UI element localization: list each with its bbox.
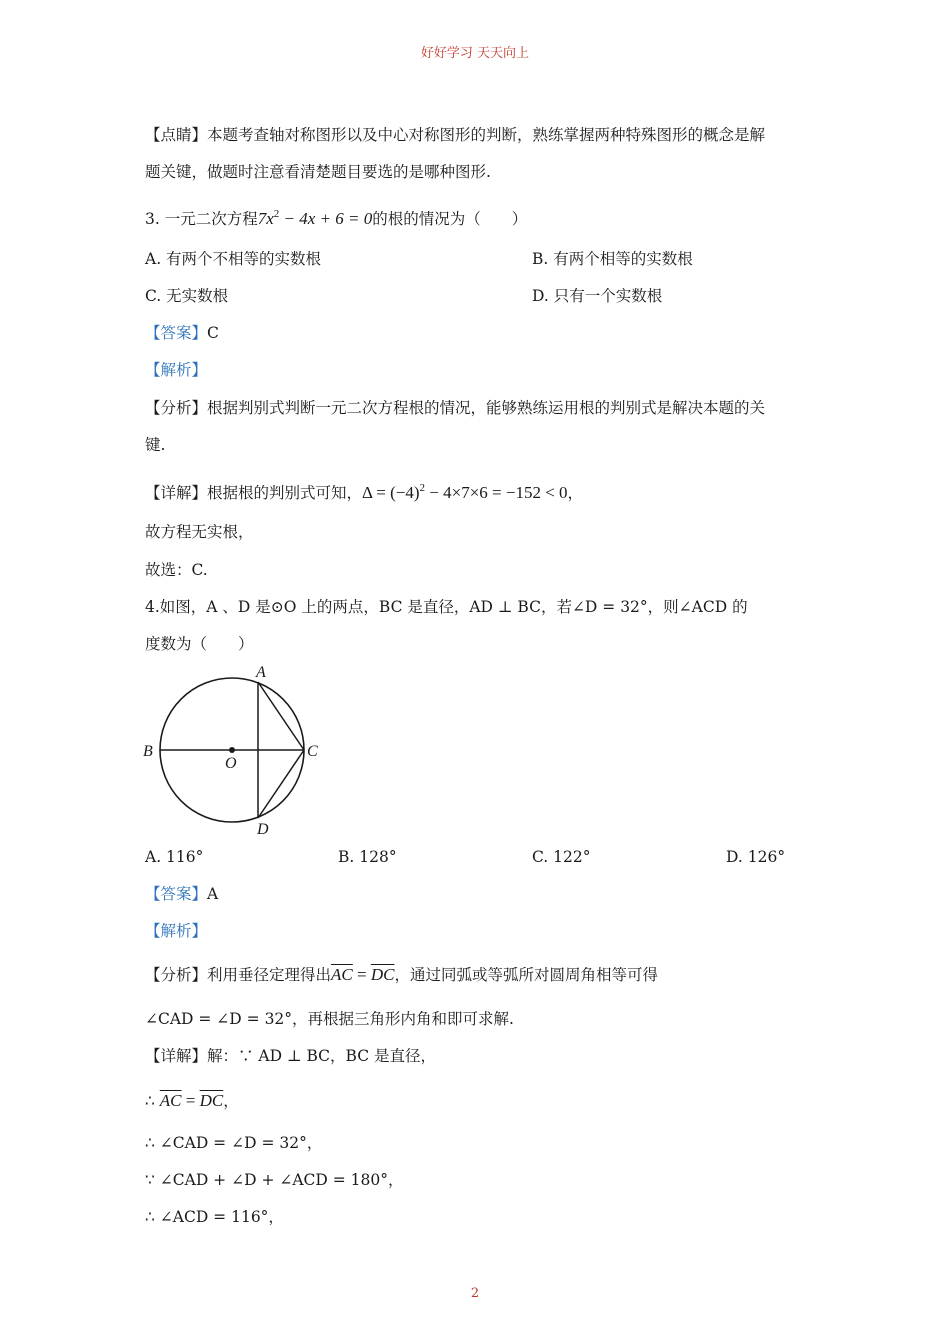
q4-step1-arc-ac: $\overline{AC}$ bbox=[159, 1091, 182, 1110]
q4-step3: ∵ ∠CAD + ∠D + ∠ACD = 180°， bbox=[145, 1171, 404, 1189]
q4-xiangjie-line1: 【详解】解：∵ AD ⊥ BC，BC 是直径， bbox=[145, 1047, 436, 1065]
q4-stem-line1: 4.如图，A 、D 是⊙O 上的两点，BC 是直径，AD ⊥ BC，若∠D = 32°，则∠ACD 的 bbox=[145, 598, 748, 616]
q3-option-d: D. 只有一个实数根 bbox=[532, 287, 663, 305]
center-dot bbox=[229, 747, 235, 753]
q3-xiangjie-suffix: ， bbox=[567, 484, 584, 502]
page-header: 好好学习 天天向上 bbox=[420, 46, 530, 61]
q4-option-a: A. 116° bbox=[145, 848, 204, 866]
q4-answer-tag: 【答案】 bbox=[145, 885, 208, 903]
q4-option-d: D. 126° bbox=[726, 848, 786, 866]
q4-fenxi-line2: ∠CAD = ∠D = 32°，再根据三角形内角和即可求解. bbox=[145, 1010, 514, 1028]
q3-disc-sup: 2 bbox=[419, 482, 426, 494]
q3-disc-part-a: Δ = (−4) bbox=[362, 483, 420, 502]
q3-stem bbox=[145, 203, 527, 230]
q4-answer-value: A bbox=[207, 885, 219, 903]
label-d: D bbox=[257, 821, 269, 838]
q3-prefix: 3. 一元二次方程 bbox=[145, 210, 258, 228]
q4-step2: ∴ ∠CAD = ∠D = 32°， bbox=[145, 1134, 323, 1152]
q3-eq-part-a: 7x bbox=[257, 209, 274, 228]
q4-step4: ∴ ∠ACD = 116°， bbox=[145, 1208, 284, 1226]
q3-equation bbox=[258, 209, 373, 228]
q4-step1-arc-dc: $\overline{DC}$ bbox=[199, 1091, 224, 1110]
q3-answer bbox=[145, 322, 219, 344]
q3-xiangjie bbox=[145, 477, 583, 504]
q3-disc-part-b: − 4×7×6 = −152 < 0 bbox=[425, 483, 568, 502]
q3-answer-value: C bbox=[207, 324, 219, 342]
q2-dianjing-line2: 题关键，做题时注意看清楚题目要选的是哪种图形. bbox=[145, 163, 491, 181]
q4-stem-line2: 度数为（ ） bbox=[145, 635, 254, 653]
q4-option-b: B. 128° bbox=[338, 848, 397, 866]
q4-step1-pre: ∴ bbox=[145, 1092, 160, 1110]
q3-conclusion: 故方程无实根， bbox=[145, 523, 254, 541]
q4-step1 bbox=[145, 1090, 239, 1112]
q4-analysis-tag: 【解析】 bbox=[145, 922, 208, 940]
page-number: 2 bbox=[470, 1286, 480, 1301]
q3-fenxi-line2: 键. bbox=[145, 436, 166, 454]
q3-choice: 故选：C. bbox=[145, 561, 208, 579]
q4-fenxi-line1 bbox=[145, 964, 658, 986]
q3-option-b: B. 有两个相等的实数根 bbox=[532, 250, 693, 268]
q3-suffix: 的根的情况为（ ） bbox=[372, 210, 528, 228]
q3-option-a: A. 有两个不相等的实数根 bbox=[145, 250, 322, 268]
q3-analysis-tag: 【解析】 bbox=[145, 361, 208, 379]
q4-step1-post: ， bbox=[223, 1092, 239, 1110]
q3-xiangjie-prefix: 【详解】根据根的判别式可知， bbox=[145, 484, 363, 502]
q4-answer bbox=[145, 883, 218, 905]
q4-circle-figure bbox=[140, 660, 330, 840]
q2-dianjing-line1: 【点睛】本题考查轴对称图形以及中心对称图形的判断，熟练掌握两种特殊图形的概念是解 bbox=[145, 126, 766, 144]
label-o: O bbox=[225, 755, 237, 772]
chord-dc bbox=[258, 750, 304, 818]
q3-fenxi-line1: 【分析】根据判别式判断一元二次方程根的情况，能够熟练运用根的判别式是解决本题的关 bbox=[145, 399, 766, 417]
q4-step1-eq: = bbox=[181, 1091, 200, 1110]
q4-fenxi-a: 【分析】利用垂径定理得出 bbox=[145, 966, 332, 984]
q4-arc-dc: $\overline{DC}$ bbox=[370, 965, 395, 984]
label-b: B bbox=[143, 743, 153, 760]
chord-ac bbox=[258, 682, 304, 750]
q3-eq-sup: 2 bbox=[273, 208, 280, 220]
q3-eq-part-b: − 4x + 6 = 0 bbox=[279, 209, 373, 228]
q3-discriminant bbox=[362, 483, 568, 502]
q3-answer-tag: 【答案】 bbox=[145, 324, 208, 342]
q4-eq-sign: = bbox=[352, 965, 371, 984]
label-c: C bbox=[307, 743, 318, 760]
q4-fenxi-b: ，通过同弧或等弧所对圆周角相等可得 bbox=[394, 966, 658, 984]
label-a: A bbox=[256, 664, 266, 681]
q3-option-c: C. 无实数根 bbox=[145, 287, 229, 305]
q4-option-c: C. 122° bbox=[532, 848, 591, 866]
q4-arc-ac: $\overline{AC}$ bbox=[331, 965, 353, 984]
